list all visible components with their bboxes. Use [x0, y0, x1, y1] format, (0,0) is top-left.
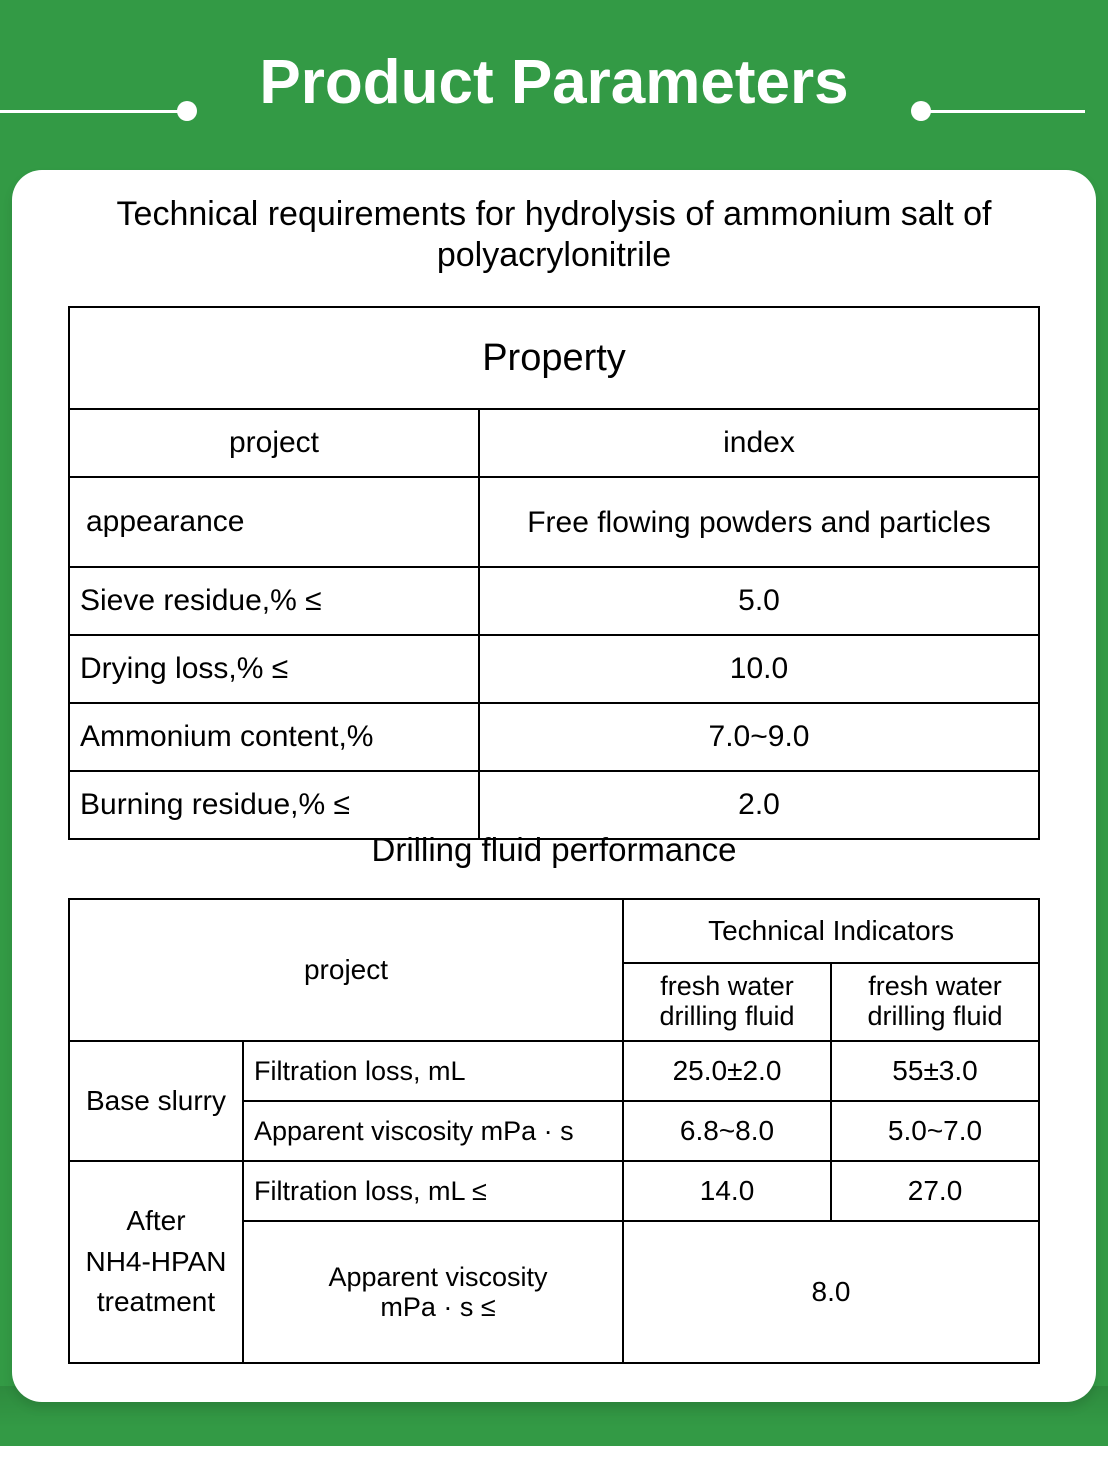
table-row-indicator-group-header	[69, 899, 1039, 963]
property-label-drying-loss: Drying loss,% ≤	[69, 635, 479, 703]
performance-value-apparent-viscosity-treated: 8.0	[623, 1221, 1039, 1363]
performance-section-title: Drilling fluid performance	[371, 831, 737, 868]
property-table-header: Property	[69, 307, 1039, 409]
content-card	[12, 170, 1096, 1402]
column-header-index: index	[479, 409, 1039, 477]
page-header	[0, 0, 1108, 170]
performance-value-filtration-loss-base-fluid-2: 55±3.0	[831, 1041, 1039, 1101]
performance-item-apparent-viscosity-treated-line-1: Apparent viscosity	[328, 1261, 548, 1292]
property-label-ammonium-content: Ammonium content,%	[69, 703, 479, 771]
property-label-burning-residue: Burning residue,% ≤	[69, 771, 479, 839]
page-title: Product Parameters	[259, 48, 849, 117]
performance-item-apparent-viscosity-base: Apparent viscosity mPa · s	[243, 1101, 623, 1161]
table-row	[69, 477, 1039, 567]
column-header-project: project	[69, 409, 479, 477]
performance-item-filtration-loss-base: Filtration loss, mL	[243, 1041, 623, 1101]
performance-item-apparent-viscosity-treated	[243, 1221, 623, 1363]
property-value-appearance: Free flowing powders and particles	[479, 477, 1039, 567]
property-value-sieve-residue: 5.0	[479, 567, 1039, 635]
table-row	[69, 635, 1039, 703]
performance-value-filtration-loss-treated-fluid-2: 27.0	[831, 1161, 1039, 1221]
table-row	[69, 1041, 1039, 1101]
performance-column-header-fluid-1: fresh water drilling fluid	[623, 963, 831, 1041]
performance-group-after-treatment-line-2: NH4-HPAN	[85, 1245, 227, 1277]
table-row-column-headers	[69, 409, 1039, 477]
property-label-sieve-residue: Sieve residue,% ≤	[69, 567, 479, 635]
table-row-main-header	[69, 307, 1039, 409]
performance-column-header-project: project	[69, 899, 623, 1041]
performance-value-apparent-viscosity-base-fluid-2: 5.0~7.0	[831, 1101, 1039, 1161]
performance-column-header-fluid-2: fresh water drilling fluid	[831, 963, 1039, 1041]
performance-group-after-treatment	[69, 1161, 243, 1363]
table-row	[69, 703, 1039, 771]
property-table	[68, 306, 1040, 840]
performance-value-filtration-loss-base-fluid-1: 25.0±2.0	[623, 1041, 831, 1101]
property-value-drying-loss: 10.0	[479, 635, 1039, 703]
property-value-ammonium-content: 7.0~9.0	[479, 703, 1039, 771]
property-label-appearance: appearance	[69, 477, 479, 567]
header-rule-right	[921, 110, 1085, 113]
performance-group-after-treatment-line-1: After	[126, 1205, 186, 1237]
performance-item-apparent-viscosity-treated-line-2: mPa · s ≤	[380, 1292, 496, 1322]
performance-table	[68, 898, 1040, 1364]
table-row	[69, 1161, 1039, 1221]
performance-value-apparent-viscosity-base-fluid-1: 6.8~8.0	[623, 1101, 831, 1161]
property-value-burning-residue: 2.0	[479, 771, 1039, 839]
table-row	[69, 771, 1039, 839]
performance-group-base-slurry: Base slurry	[69, 1041, 243, 1161]
performance-group-after-treatment-line-3: treatment	[96, 1286, 216, 1318]
performance-item-filtration-loss-treated: Filtration loss, mL ≤	[243, 1161, 623, 1221]
performance-value-filtration-loss-treated-fluid-1: 14.0	[623, 1161, 831, 1221]
performance-column-header-technical-indicators: Technical Indicators	[623, 899, 1039, 963]
table-row	[69, 567, 1039, 635]
document-title: Technical requirements for hydrolysis of ammonium salt of polyacrylonitrile	[116, 195, 992, 275]
